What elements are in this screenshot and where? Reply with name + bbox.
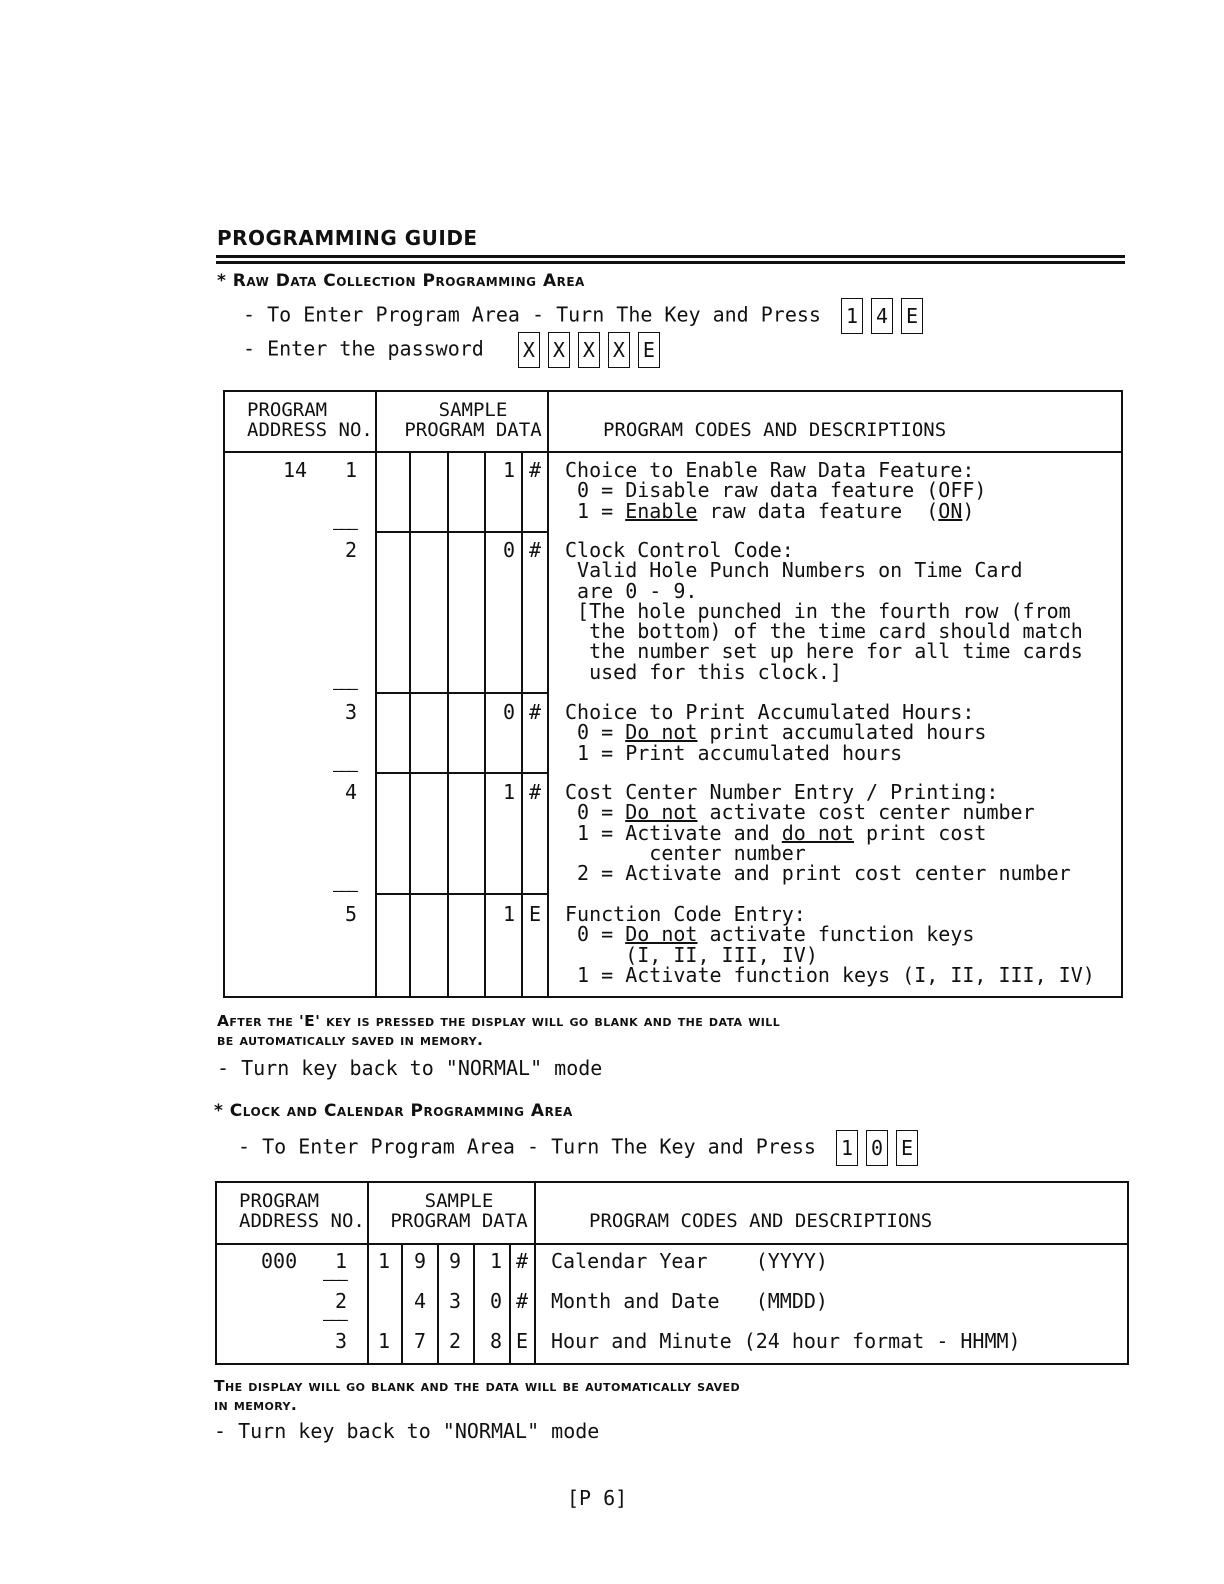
clock-program-address: 000	[261, 1249, 298, 1273]
program-data-cell: 0	[489, 1289, 503, 1313]
key-button: 0	[866, 1130, 888, 1166]
key-button: E	[638, 332, 660, 368]
program-data-cell: 1	[502, 780, 516, 804]
program-data-cell: #	[528, 700, 542, 724]
program-data-cell: 9	[448, 1249, 462, 1273]
raw-address-no: 1	[345, 458, 358, 482]
key-button: 4	[871, 298, 893, 334]
raw-password-instruction: - Enter the password X X X X E	[243, 332, 668, 368]
program-data-cell: 0	[502, 700, 516, 724]
program-data-cell: #	[528, 780, 542, 804]
row-divider: ———	[333, 761, 356, 780]
program-data-cell: #	[515, 1249, 529, 1273]
clock-enter-keys	[836, 1135, 926, 1159]
row-divider: ———	[333, 519, 356, 538]
row-divider: ———	[333, 679, 356, 698]
clock-memory-note: The display will go blank and the data will be automatically saved in memory.	[214, 1377, 740, 1414]
raw-col-desc-header: PROGRAM CODES AND DESCRIPTIONS	[603, 419, 947, 441]
raw-enter-instruction: - To Enter Program Area - Turn The Key and Press 1 4 E	[243, 298, 931, 334]
program-data-cell: 9	[413, 1249, 427, 1273]
raw-memory-note: After the 'E' key is pressed the display will go blank and the data will be automatically saved in memory.	[217, 1012, 781, 1049]
program-data-cell: #	[528, 538, 542, 562]
program-data-cell: 1	[502, 458, 516, 482]
program-data-cell: 3	[448, 1289, 462, 1313]
clock-row-description: Month and Date (MMDD)	[551, 1289, 828, 1313]
program-data-cell: E	[528, 902, 542, 926]
raw-table	[223, 390, 1123, 998]
key-button: X	[578, 332, 600, 368]
raw-address-no: 2	[345, 538, 358, 562]
clock-col-desc-header: PROGRAM CODES AND DESCRIPTIONS	[589, 1210, 933, 1232]
program-data-cell: 2	[448, 1329, 462, 1353]
clock-row-description: Calendar Year (YYYY)	[551, 1249, 828, 1273]
clock-row-description: Hour and Minute (24 hour format - HHMM)	[551, 1329, 1021, 1353]
raw-program-address: 14	[283, 458, 308, 482]
program-data-cell: 1	[489, 1249, 503, 1273]
raw-password-keys	[518, 337, 668, 361]
key-button: 1	[841, 298, 863, 334]
program-data-cell: 0	[502, 538, 516, 562]
page-heading: PROGRAMMING GUIDE	[217, 226, 478, 250]
program-data-cell: 1	[377, 1249, 391, 1273]
raw-row-description: Cost Center Number Entry / Printing: 0 = Do not activate cost center number 1 = Activate and do not print cost center number 2 = Activate and print cost center number	[565, 780, 1071, 886]
raw-address-no: 3	[345, 700, 358, 724]
clock-col-data-header: SAMPLE PROGRAM DATA	[390, 1190, 528, 1232]
program-data-cell: 1	[377, 1329, 391, 1353]
raw-col-address-header: PROGRAM ADDRESS NO.	[247, 399, 373, 441]
raw-row-description: Function Code Entry: 0 = Do not activate function keys (I, II, III, IV) 1 = Activate function keys (I, II, III, IV)	[565, 902, 1095, 987]
key-button: E	[896, 1130, 918, 1166]
clock-address-no: 3	[335, 1329, 348, 1353]
clock-turn-back: - Turn key back to "NORMAL" mode	[214, 1419, 600, 1443]
row-divider: ———	[323, 1270, 346, 1289]
key-button: X	[518, 332, 540, 368]
key-button: X	[548, 332, 570, 368]
raw-enter-keys	[841, 303, 931, 327]
raw-col-data-header: SAMPLE PROGRAM DATA	[404, 399, 542, 441]
program-data-cell: 7	[413, 1329, 427, 1353]
raw-row-description: Choice to Enable Raw Data Feature: 0 = Disable raw data feature (OFF) 1 = Enable raw data feature (ON)	[565, 458, 987, 523]
heading-rule-2	[216, 261, 1125, 264]
raw-row-description: Choice to Print Accumulated Hours: 0 = Do not print accumulated hours 1 = Print accumulated hours	[565, 700, 987, 765]
program-data-cell: 1	[502, 902, 516, 926]
clock-col-address-header: PROGRAM ADDRESS NO.	[239, 1190, 365, 1232]
program-data-cell: #	[528, 458, 542, 482]
row-divider: ———	[323, 1310, 346, 1329]
program-data-cell: #	[515, 1289, 529, 1313]
program-data-cell: 4	[413, 1289, 427, 1313]
clock-address-no: 2	[335, 1289, 348, 1313]
clock-table	[215, 1181, 1129, 1365]
page-number: [P 6]	[567, 1486, 628, 1510]
clock-section-title: * Clock and Calendar Programming Area	[214, 1101, 573, 1121]
raw-address-no: 5	[345, 902, 358, 926]
program-data-cell: 8	[489, 1329, 503, 1353]
raw-row-description: Clock Control Code: Valid Hole Punch Numbers on Time Card are 0 - 9. [The hole punched in the fourth row (from the bottom) of the time card should match the number set up here for all time cards used for this clock.]	[565, 538, 1083, 684]
key-button: E	[901, 298, 923, 334]
row-divider: ———	[333, 881, 356, 900]
heading-rule-1	[216, 255, 1125, 258]
raw-turn-back: - Turn key back to "NORMAL" mode	[217, 1056, 603, 1080]
key-button: X	[608, 332, 630, 368]
key-button: 1	[836, 1130, 858, 1166]
clock-enter-instruction: - To Enter Program Area - Turn The Key and Press 1 0 E	[238, 1130, 926, 1166]
raw-address-no: 4	[345, 780, 358, 804]
raw-section-title: * Raw Data Collection Programming Area	[217, 271, 585, 291]
clock-address-no: 1	[335, 1249, 348, 1273]
program-data-cell: E	[515, 1329, 529, 1353]
